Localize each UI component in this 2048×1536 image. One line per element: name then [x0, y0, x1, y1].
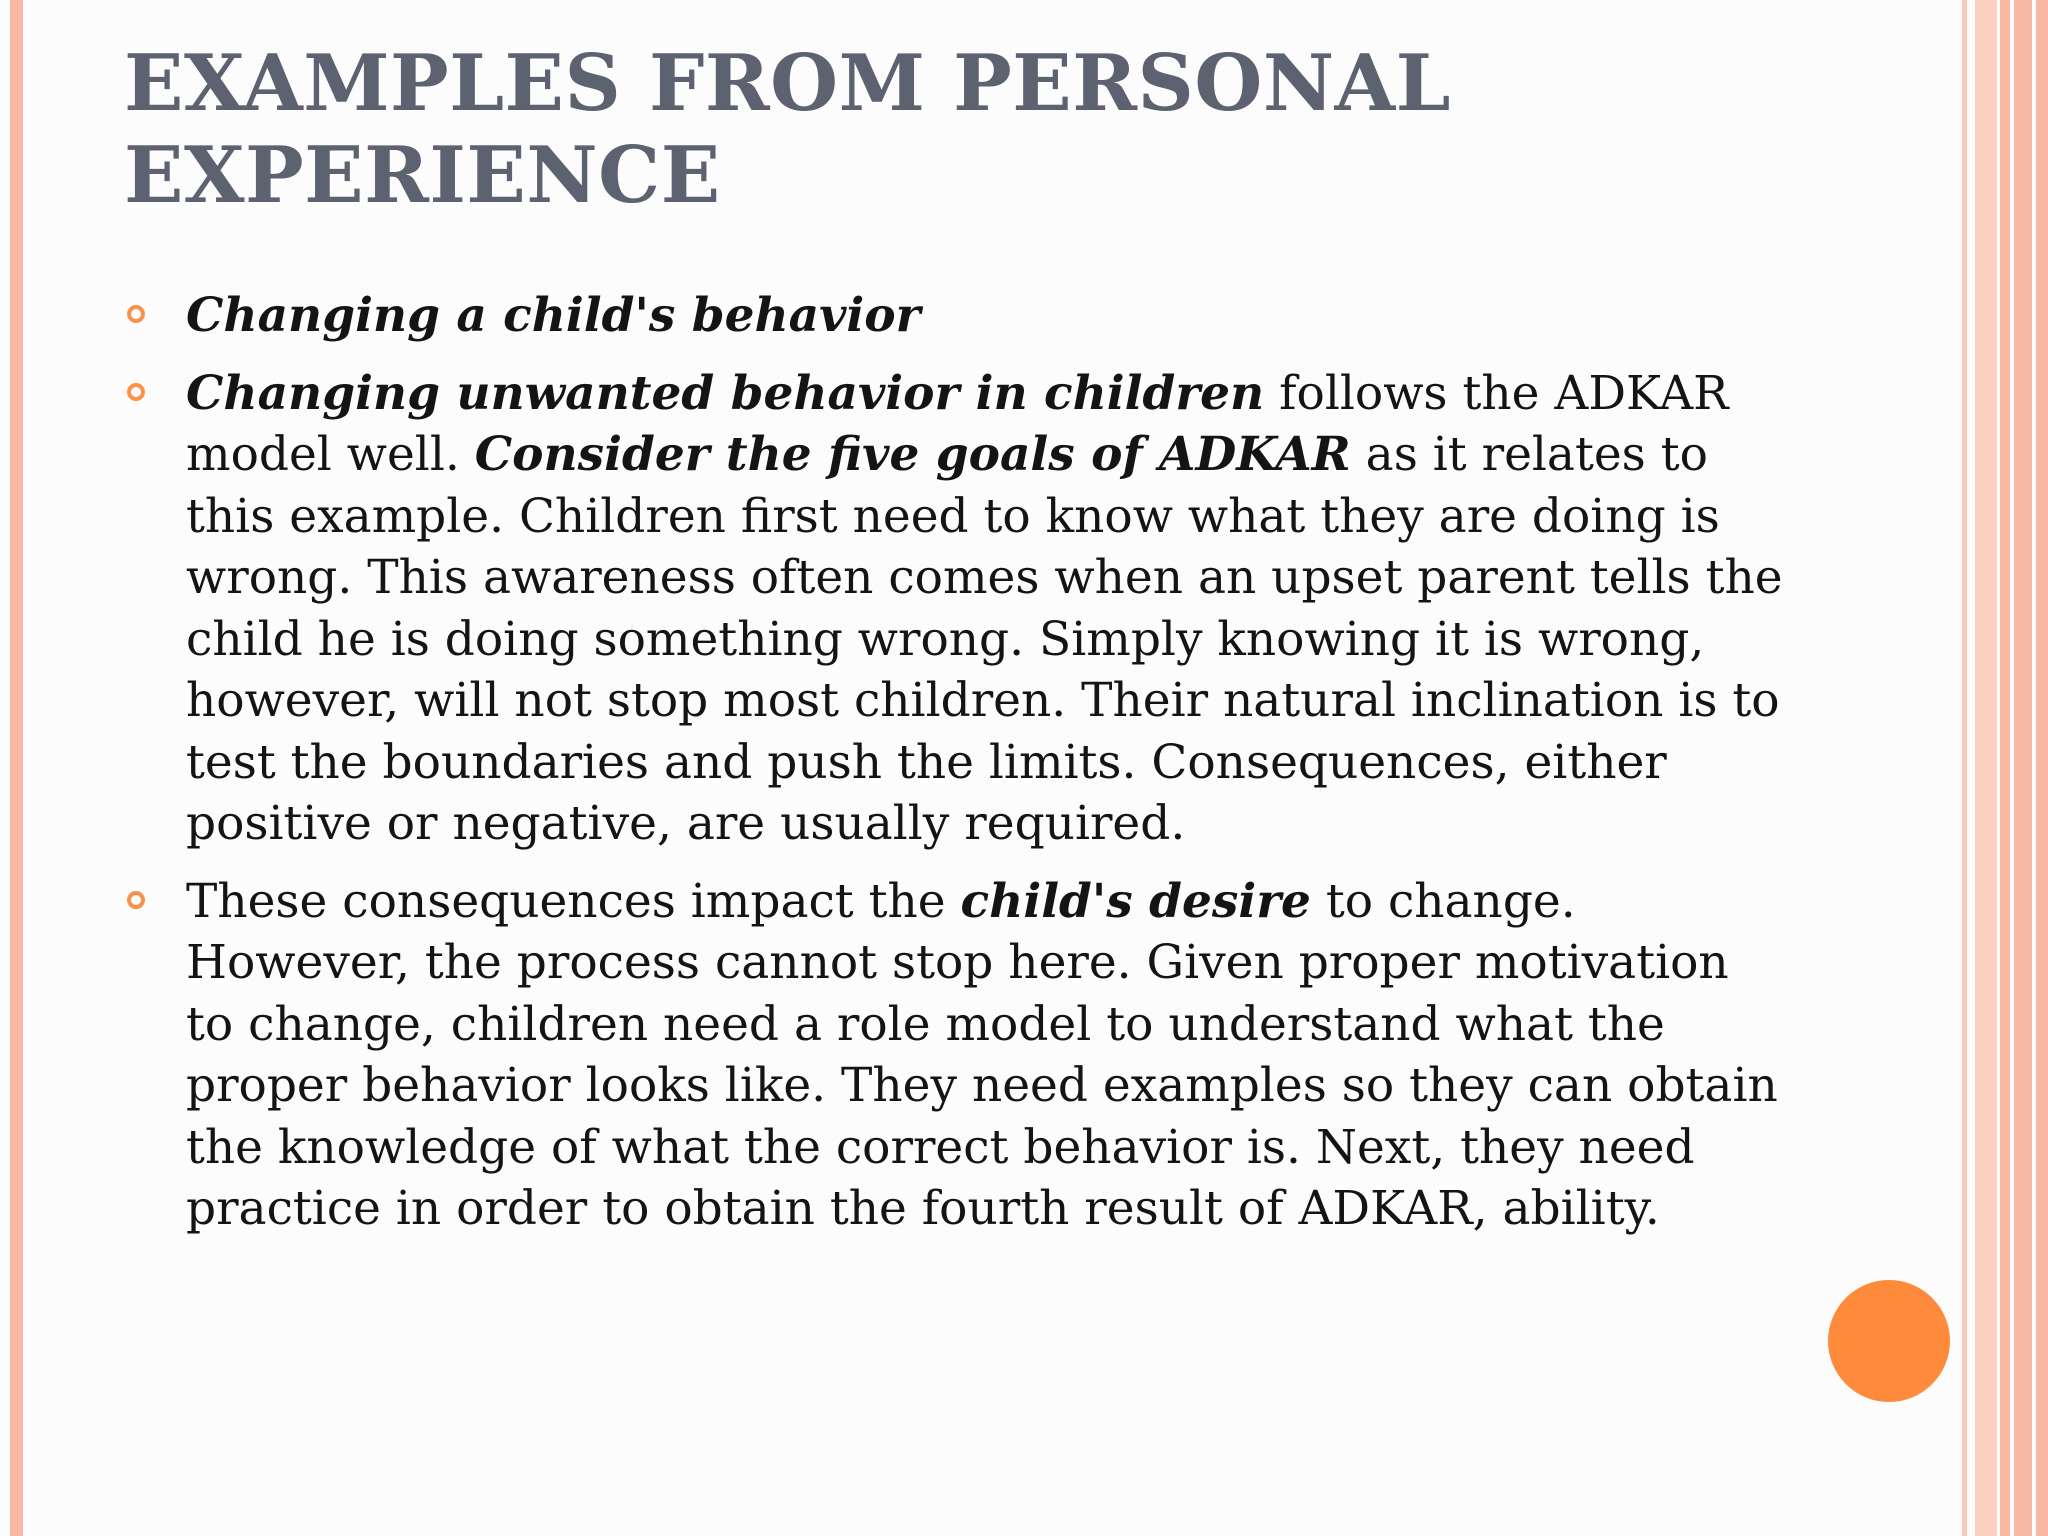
- right-stripe-decoration: [1962, 0, 1967, 1536]
- bullet-text: as it relates to this example. Children first need to know what they are doing is wrong. This awareness often comes when an upset parent tells the child he is doing something wrong. Simply knowing it is wrong, however, will not stop most children. Their natural inclination is to test the boundaries and push the limits. Consequences, either positive or negative, are usually required.: [186, 427, 1783, 851]
- bullet-text: to change. However, the process cannot stop here. Given proper motivation to change, children need a role model to understand what the proper behavior looks like. They need examples so they can obtain the knowledge of what the correct behavior is. Next, they need practice in order to obtain the fourth result of ADKAR, ability.: [186, 873, 1778, 1236]
- bullet-text: follows the ADKAR model well.: [186, 365, 1729, 482]
- left-border-decoration: [10, 0, 23, 1536]
- bullet-item: [124, 871, 1784, 1240]
- bullet-bold-italic-text: Changing a child's behavior: [186, 288, 921, 343]
- bullet-text: These consequences impact the: [186, 873, 961, 929]
- right-stripe-decoration: [2036, 0, 2048, 1536]
- right-stripe-decoration: [2014, 0, 2032, 1536]
- bullet-item: [124, 285, 1784, 347]
- right-stripe-decoration: [1975, 0, 1997, 1536]
- decorative-orange-circle: [1828, 1280, 1950, 1402]
- bullet-bold-italic-text: Changing unwanted behavior in children: [186, 365, 1265, 421]
- bullet-bold-italic-text: child's desire: [960, 873, 1311, 929]
- bullet-circle-icon: [127, 305, 145, 323]
- bullet-circle-icon: [127, 891, 145, 909]
- bullet-circle-icon: [127, 383, 145, 401]
- bullet-bold-italic-text: Consider the five goals of ADKAR: [474, 427, 1351, 482]
- right-stripe-decoration: [2000, 0, 2010, 1536]
- bullet-item: [124, 363, 1784, 855]
- slide-title: EXAMPLES FROM PERSONAL EXPERIENCE: [124, 38, 1451, 221]
- slide-content: [124, 285, 1784, 1256]
